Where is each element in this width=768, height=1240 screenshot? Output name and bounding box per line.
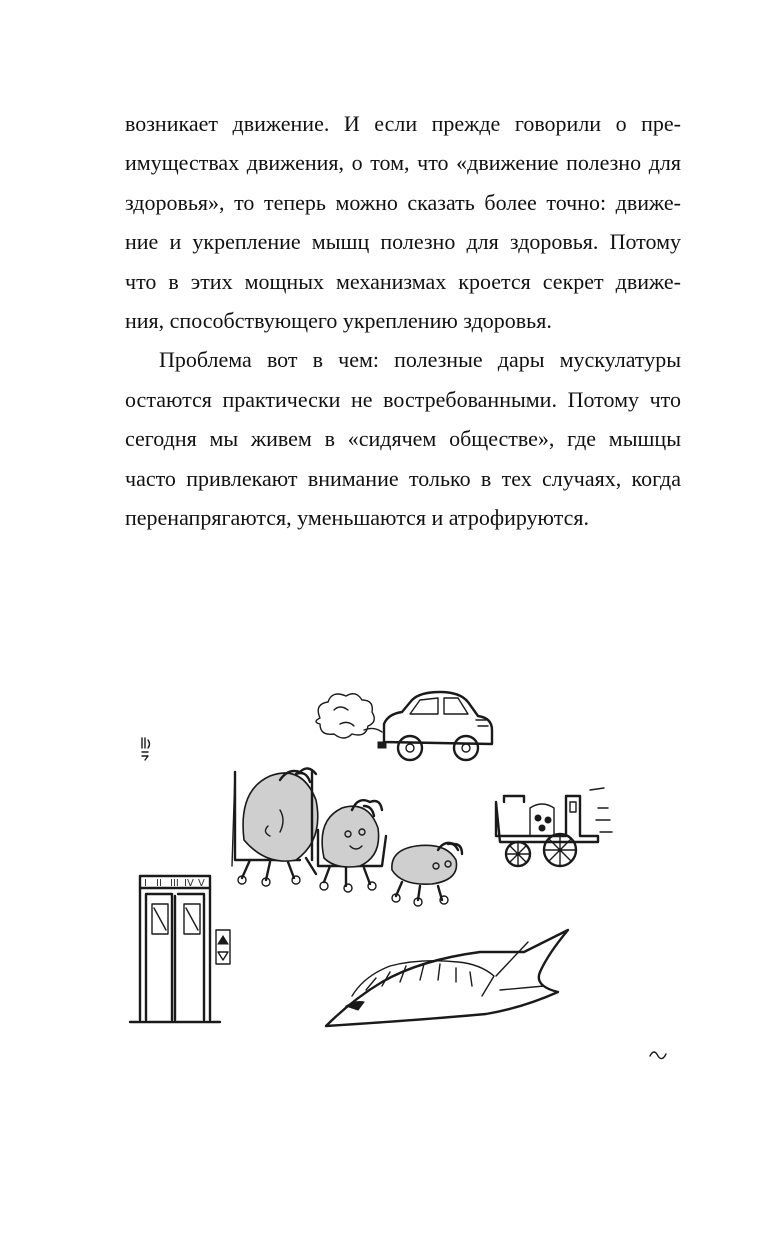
elevator-drawing: [130, 876, 230, 1022]
elevator-floor-label: II: [156, 878, 162, 889]
text-line: имуществах движения, о том, что «движение полезно для: [125, 150, 681, 176]
artist-signature-mark: [650, 1052, 666, 1059]
elevator-floor-label: I: [144, 878, 147, 889]
text-line: остаются практически не востребованными. Потому что: [125, 386, 681, 412]
train-drawing: [496, 788, 612, 866]
text-line: что в этих мощных механизмах кроется секрет движе-: [125, 268, 681, 294]
artist-signature-mark: [142, 738, 150, 760]
text-line: здоровья», то теперь можно сказать более точно: движе-: [125, 189, 681, 215]
car-drawing: [316, 692, 492, 760]
text-line: возникает движение. И если прежде говорили о пре-: [125, 111, 681, 136]
body-text: [125, 104, 681, 537]
elevator-floor-label: III: [170, 878, 179, 889]
elevator-floor-label: IV: [184, 878, 194, 889]
text-line: перенапрягаются, уменьшаются и атрофируются.: [125, 504, 589, 530]
text-line: ния, способствующего укреплению здоровья.: [125, 307, 552, 333]
elevator-floor-label: V: [198, 878, 205, 889]
text-line: часто привлекают внимание только в тех случаях, когда: [125, 465, 681, 491]
bullet-train-drawing: [326, 930, 568, 1026]
seated-people-drawing: [232, 768, 462, 906]
text-line: ние и укрепление мышц полезно для здоровья. Потому: [125, 229, 681, 255]
text-line: сегодня мы живем в «сидячем обществе», где мышцы: [125, 426, 681, 452]
text-line: Проблема вот в чем: полезные дары мускулатуры: [159, 347, 681, 373]
sedentary-society-illustration: [120, 690, 680, 1070]
